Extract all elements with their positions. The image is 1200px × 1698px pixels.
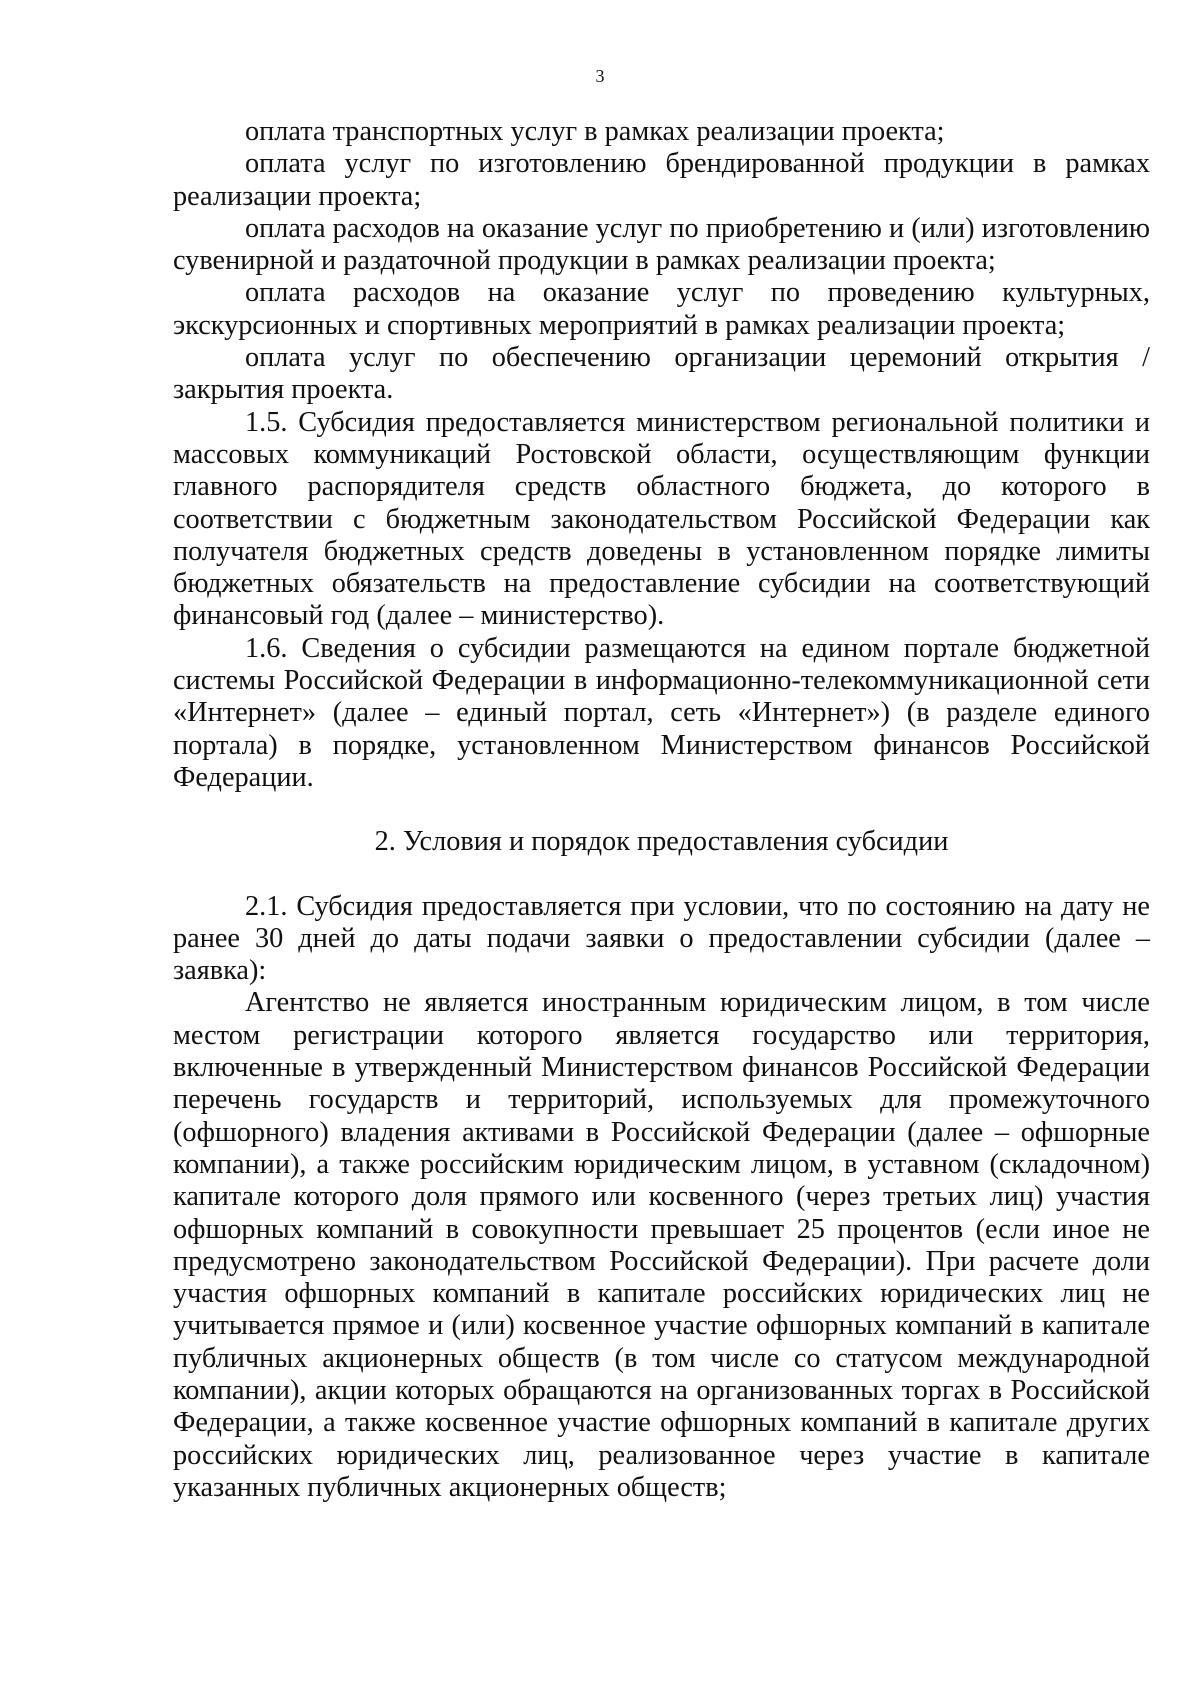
paragraph-branded-products: оплата услуг по изготовлению брендированной продукции в рамках реализации проекта;: [173, 148, 1150, 212]
paragraph-1-6-portal: 1.6. Сведения о субсидии размещаются на едином портале бюджетной системы Российской Федерации в информационно-телекоммуникационной сети «Интернет» (далее – единый портал, сеть «Интернет») (в разделе единого портала) в порядке, установленном Министерством финансов Российской Федерации.: [173, 632, 1150, 793]
page-number: 3: [595, 66, 605, 86]
document-body: [173, 116, 1150, 1504]
paragraph-transport-services: оплата транспортных услуг в рамках реализации проекта;: [245, 116, 945, 147]
paragraph-2-1-conditions: 2.1. Субсидия предоставляется при условии, что по состоянию на дату не ранее 30 дней до даты подачи заявки о предоставлении субсидии (далее – заявка):: [173, 890, 1150, 987]
paragraph-ceremonies: оплата услуг по обеспечению организации церемоний открытия / закрытия проекта.: [173, 342, 1150, 406]
section-heading: 2. Условия и порядок предоставления субсидии: [374, 826, 949, 858]
paragraph-souvenir-products: оплата расходов на оказание услуг по приобретению и (или) изготовлению сувенирной и раздаточной продукции в рамках реализации проекта;: [173, 212, 1150, 277]
paragraph-cultural-events: оплата расходов на оказание услуг по проведению культурных, экскурсионных и спортивных мероприятий в рамках реализации проекта;: [173, 277, 1150, 341]
paragraph-offshore-companies: Агентство не является иностранным юридическим лицом, в том числе местом регистрации которого является государство или территория, включенные в утвержденный Министерством финансов Российской Федерации перечень государств и территорий, используемых для промежуточного (офшорного) владения активами в Российской Федерации (далее – офшорные компании), а также российским юридическим лицом, в уставном (складочном) капитале которого доля прямого или косвенного (через третьих лиц) участия офшорных компаний в совокупности превышает 25 процентов (если иное не предусмотрено законодательством Российской Федерации). При расчете доли участия офшорных компаний в капитале российских юридических лиц не учитывается прямое и (или) косвенное участие офшорных компаний в капитале публичных акционерных обществ (в том числе со статусом международной компании), акции которых обращаются на организованных торгах в Российской Федерации, а также косвенное участие офшорных компаний в капитале других российских юридических лиц, реализованное через участие в капитале указанных публичных акционерных обществ;: [173, 987, 1150, 1503]
paragraph-1-5-ministry: 1.5. Субсидия предоставляется министерством региональной политики и массовых коммуникаций Ростовской области, осуществляющим функции главного распорядителя средств областного бюджета, до которого в соответствии с бюджетным законодательством Российской Федерации как получателя бюджетных средств доведены в установленном порядке лимиты бюджетных обязательств на предоставление субсидии на соответствующий финансовый год (далее – министерство).: [173, 406, 1150, 632]
